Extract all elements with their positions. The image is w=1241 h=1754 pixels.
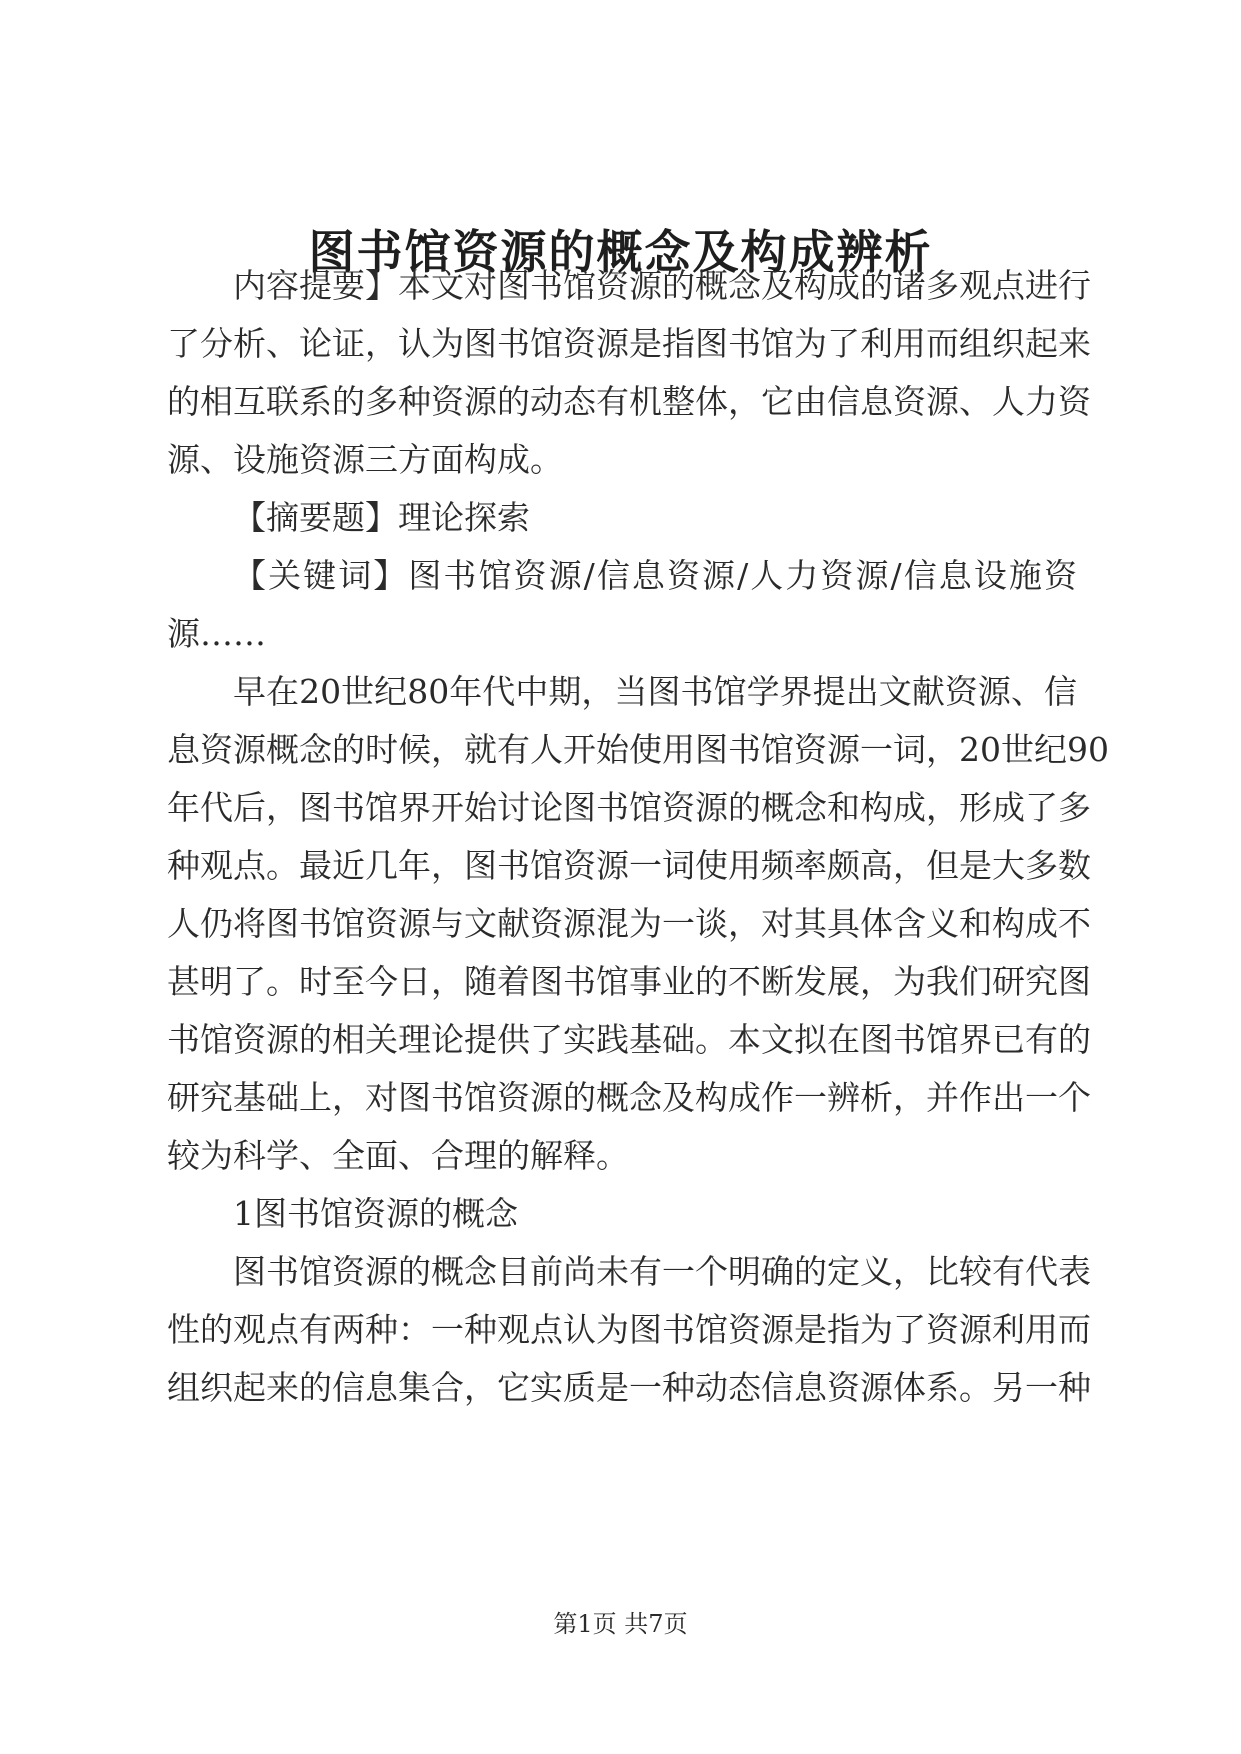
text-line: 息资源概念的时候，就有人开始使用图书馆资源一词，20世纪90: [167, 730, 1109, 769]
abstract-category-line: 【摘要题】理论探索: [233, 498, 530, 537]
text-line: 较为科学、全面、合理的解释。: [167, 1136, 629, 1175]
text-line: 性的观点有两种：一种观点认为图书馆资源是指为了资源利用而: [167, 1310, 1091, 1349]
document-title: 图书馆资源的概念及构成辨析: [308, 225, 933, 279]
text-line: 了分析、论证，认为图书馆资源是指图书馆为了利用而组织起来: [167, 324, 1091, 363]
text-line: 种观点。最近几年，图书馆资源一词使用频率颇高，但是大多数: [167, 846, 1091, 885]
text-line: 内容提要】本文对图书馆资源的概念及构成的诸多观点进行: [233, 266, 1091, 305]
keywords-line: 源……: [167, 614, 266, 653]
text-line: 人仍将图书馆资源与文献资源混为一谈，对其具体含义和构成不: [167, 904, 1091, 943]
text-line: 书馆资源的相关理论提供了实践基础。本文拟在图书馆界已有的: [167, 1020, 1091, 1059]
text-line: 源、设施资源三方面构成。: [167, 440, 563, 479]
text-line: 的相互联系的多种资源的动态有机整体，它由信息资源、人力资: [167, 382, 1091, 421]
section-heading: 1图书馆资源的概念: [233, 1194, 518, 1233]
text-line: 年代后，图书馆界开始讨论图书馆资源的概念和构成，形成了多: [167, 788, 1091, 827]
text-line: 研究基础上，对图书馆资源的概念及构成作一辨析，并作出一个: [167, 1078, 1091, 1117]
page-footer: 第1页 共7页: [553, 1610, 688, 1638]
keywords-line: 【关键词】图书馆资源/信息资源/人力资源/信息设施资: [233, 556, 1077, 595]
text-line: 甚明了。时至今日，随着图书馆事业的不断发展，为我们研究图: [167, 962, 1091, 1001]
text-line: 组织起来的信息集合，它实质是一种动态信息资源体系。另一种: [167, 1368, 1091, 1407]
text-line: 图书馆资源的概念目前尚未有一个明确的定义，比较有代表: [233, 1252, 1091, 1291]
text-line: 早在20世纪80年代中期，当图书馆学界提出文献资源、信: [233, 672, 1077, 711]
